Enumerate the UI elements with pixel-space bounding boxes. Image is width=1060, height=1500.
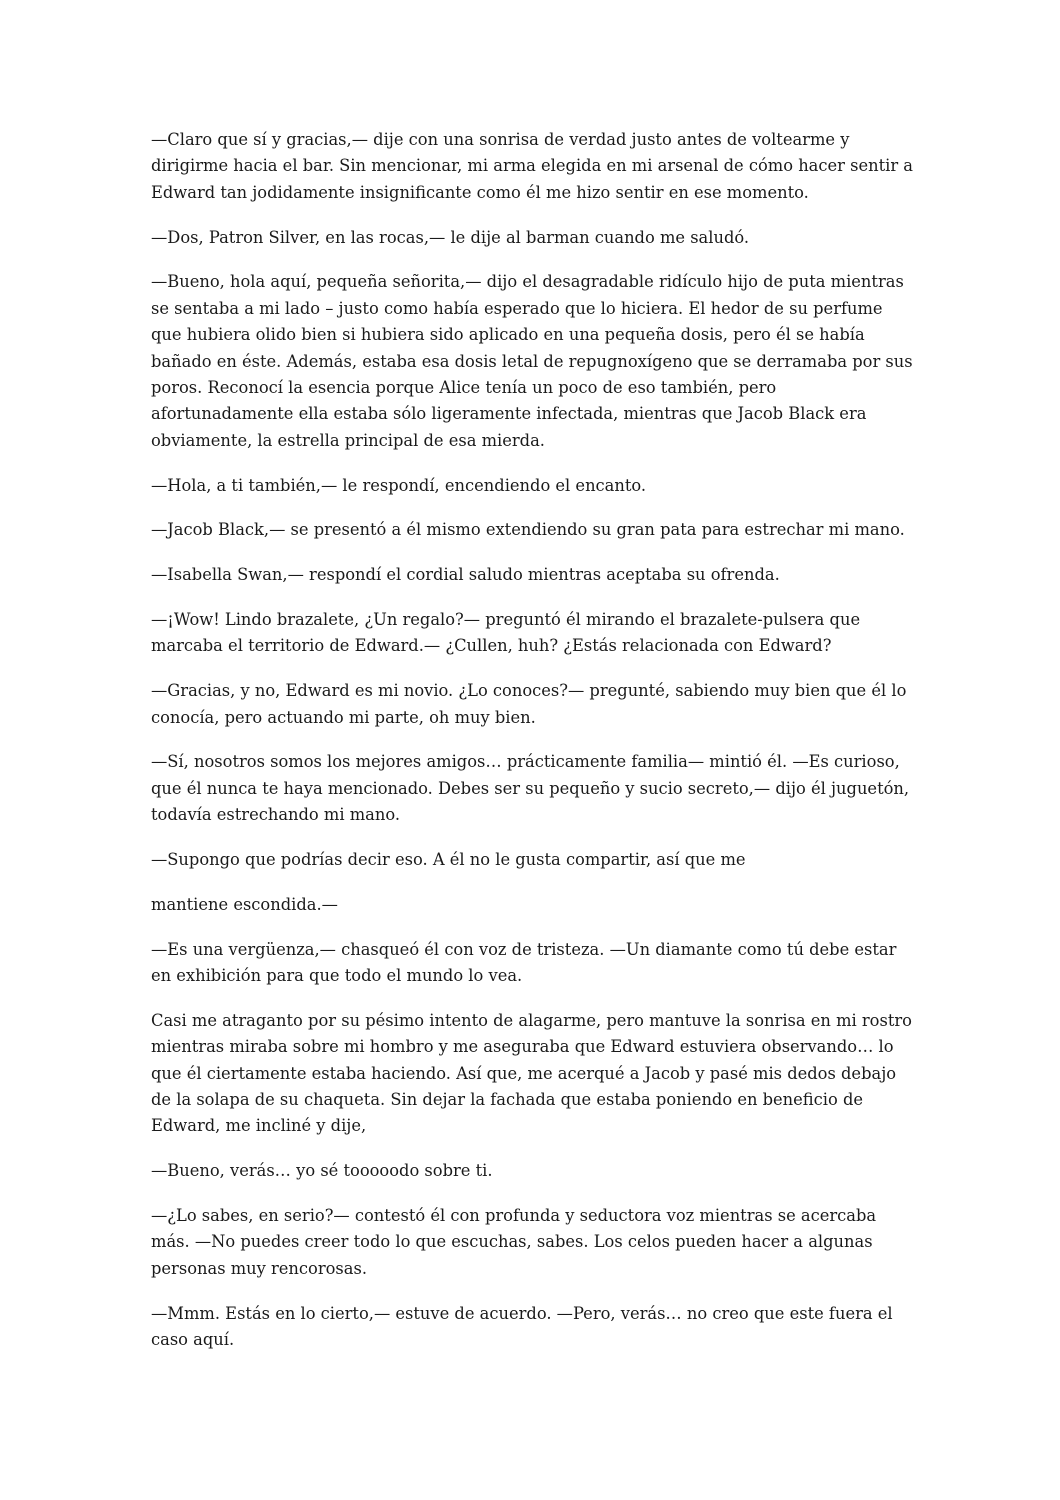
paragraph: Casi me atraganto por su pésimo intento de alagarme, pero mantuve la sonrisa en mi rostro mientras miraba sobre mi hombro y me aseguraba que Edward estuviera observando… lo que él ciertamente estaba haciendo. Así que, me acerqué a Jacob y pasé mis dedos debajo de la solapa de su chaqueta. Sin dejar la fachada que estaba poniendo en beneficio de Edward, me incliné y dije, <box>151 1010 912 1136</box>
paragraph: mantiene escondida.— <box>151 894 338 914</box>
paragraph: —Supongo que podrías decir eso. A él no le gusta compartir, así que me <box>151 850 746 870</box>
paragraph: —Claro que sí y gracias,— dije con una sonrisa de verdad justo antes de voltearme y dirigirme hacia el bar. Sin mencionar, mi arma elegida en mi arsenal de cómo hacer sentir a Edward tan jodidamente insignificante como él me hizo sentir en ese momento. <box>151 130 913 202</box>
paragraph: —¡Wow! Lindo brazalete, ¿Un regalo?— preguntó él mirando el brazalete-pulsera que marcaba el territorio de Edward.— ¿Cullen, huh? ¿Estás relacionada con Edward? <box>151 610 861 656</box>
paragraph: —Dos, Patron Silver, en las rocas,— le dije al barman cuando me saludó. <box>151 227 750 247</box>
paragraph: —Hola, a ti también,— le respondí, encendiendo el encanto. <box>151 475 647 495</box>
paragraph: —Bueno, hola aquí, pequeña señorita,— dijo el desagradable ridículo hijo de puta mientras se sentaba a mi lado – justo como había esperado que lo hiciera. El hedor de su perfume que hubiera olido bien si hubiera sido aplicado en una pequeña dosis, pero él se había bañado en éste. Además, estaba esa dosis letal de repugnoxígeno que se derramaba por sus poros. Reconocí la esencia porque Alice tenía un poco de eso también, pero afortunadamente ella estaba sólo ligeramente infectada, mientras que Jacob Black era obviamente, la estrella principal de esa mierda. <box>151 272 913 450</box>
paragraph: —Sí, nosotros somos los mejores amigos… prácticamente familia— mintió él. —Es curioso, que él nunca te haya mencionado. Debes ser su pequeño y sucio secreto,— dijo él juguetón, todavía estrechando mi mano. <box>151 752 910 825</box>
paragraph: —¿Lo sabes, en serio?— contestó él con profunda y seductora voz mientras se acercaba más. —No puedes creer todo lo que escuchas, sabes. Los celos pueden hacer a algunas personas muy rencorosas. <box>151 1206 877 1278</box>
document-body <box>151 127 913 1372</box>
paragraph: —Jacob Black,— se presentó a él mismo extendiendo su gran pata para estrechar mi mano. <box>151 520 905 540</box>
paragraph: —Mmm. Estás en lo cierto,— estuve de acuerdo. —Pero, verás… no creo que este fuera el caso aquí. <box>151 1303 893 1350</box>
paragraph: —Gracias, y no, Edward es mi novio. ¿Lo conoces?— pregunté, sabiendo muy bien que él lo conocía, pero actuando mi parte, oh muy bien. <box>151 681 907 727</box>
paragraph: —Isabella Swan,— respondí el cordial saludo mientras aceptaba su ofrenda. <box>151 565 780 585</box>
paragraph: —Es una vergüenza,— chasqueó él con voz de tristeza. —Un diamante como tú debe estar en exhibición para que todo el mundo lo vea. <box>151 939 897 986</box>
paragraph: —Bueno, verás… yo sé tooooodo sobre ti. <box>151 1161 493 1181</box>
